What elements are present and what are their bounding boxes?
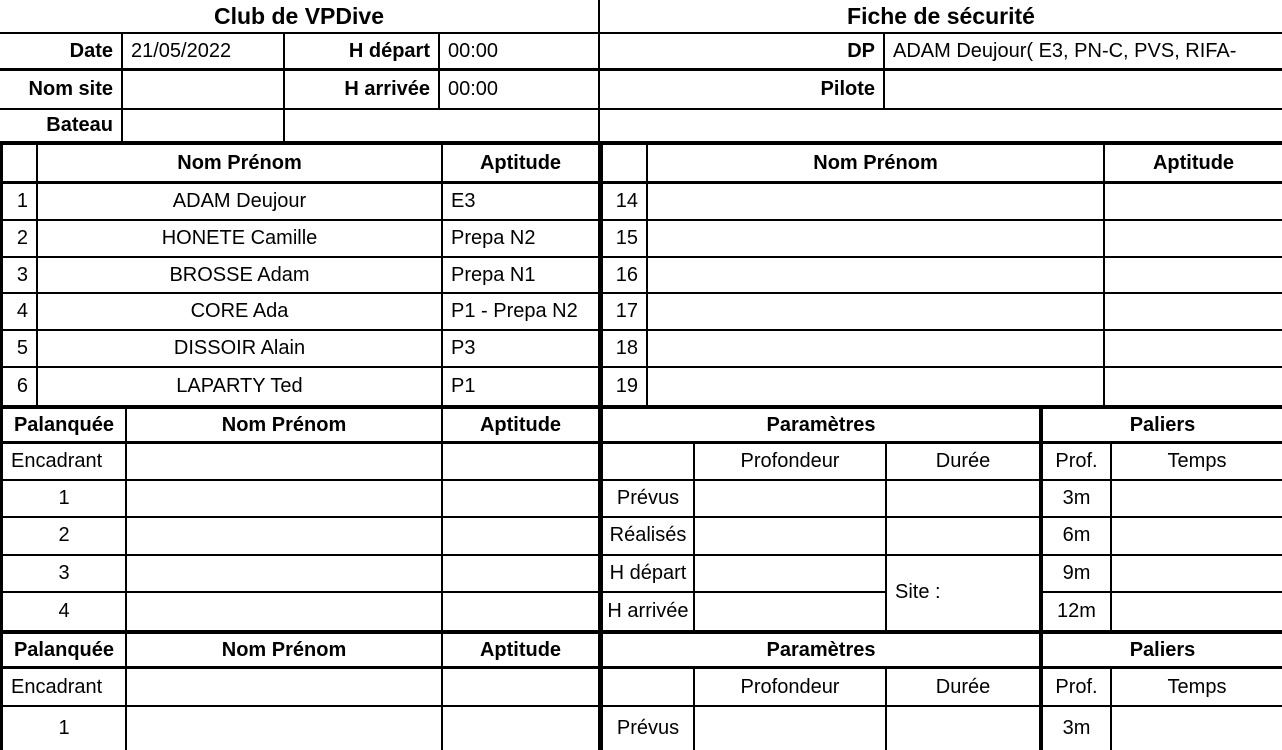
h-depart-label: H départ [285, 34, 440, 71]
roster-name-cell[interactable]: LAPARTY Ted [38, 368, 443, 405]
profondeur-cell[interactable] [695, 556, 887, 593]
roster-name-cell[interactable]: BROSSE Adam [38, 258, 443, 295]
palanquee-aptitude-cell[interactable] [443, 593, 603, 630]
prof-header: Prof. [1043, 669, 1112, 707]
palier-temps-cell[interactable] [1112, 518, 1282, 555]
palanquee-row-label: 3 [3, 556, 127, 593]
parametres-blank-header [603, 444, 695, 481]
roster-aptitude-cell[interactable] [1105, 368, 1282, 405]
palier-depth: 3m [1043, 707, 1112, 750]
roster-aptitude-cell[interactable] [1105, 258, 1282, 295]
palanquee-name-cell[interactable] [127, 669, 443, 707]
palanquee-header: Palanquée [3, 634, 127, 669]
palier-depth: 3m [1043, 481, 1112, 518]
nom-site-label: Nom site [0, 71, 123, 110]
date-value-cell[interactable]: 21/05/2022 [123, 34, 285, 71]
dp-label: DP [600, 34, 885, 71]
palanquee-name-header: Nom Prénom [127, 634, 443, 669]
roster-row-number: 17 [603, 294, 648, 331]
roster-aptitude-header: Aptitude [1105, 145, 1282, 184]
roster-name-cell[interactable] [648, 221, 1105, 258]
palanquee-name-cell[interactable] [127, 593, 443, 630]
palanquee-row-label: 1 [3, 707, 127, 750]
roster-row-number: 16 [603, 258, 648, 295]
roster-aptitude-header: Aptitude [443, 145, 603, 184]
temps-header: Temps [1112, 444, 1282, 481]
roster-corner-cell [603, 145, 648, 184]
palanquee-row-label: Encadrant [3, 669, 127, 707]
pilote-value-cell[interactable] [885, 71, 1282, 110]
roster-aptitude-cell[interactable] [1105, 331, 1282, 368]
duree-cell[interactable] [887, 481, 1043, 518]
h-arrivee-row-label: H arrivée [603, 593, 695, 630]
roster-name-cell[interactable]: ADAM Deujour [38, 184, 443, 221]
pilote-label: Pilote [600, 71, 885, 110]
roster-name-cell[interactable]: CORE Ada [38, 294, 443, 331]
roster-aptitude-cell[interactable]: Prepa N1 [443, 258, 603, 295]
palanquee-name-cell[interactable] [127, 444, 443, 481]
header-block-left [0, 0, 600, 141]
palanquee-aptitude-header: Aptitude [443, 634, 603, 669]
bateau-value-cell[interactable] [123, 110, 285, 141]
roster-aptitude-cell[interactable] [1105, 294, 1282, 331]
duree-cell[interactable] [887, 518, 1043, 555]
roster-row-number: 1 [3, 184, 38, 221]
realises-label: Réalisés [603, 518, 695, 555]
prevus-label: Prévus [603, 481, 695, 518]
palanquee-aptitude-header: Aptitude [443, 409, 603, 444]
roster-aptitude-cell[interactable]: P1 - Prepa N2 [443, 294, 603, 331]
roster-name-cell[interactable]: HONETE Camille [38, 221, 443, 258]
palanquee-row-label: Encadrant [3, 444, 127, 481]
dp-value-cell[interactable]: ADAM Deujour( E3, PN-C, PVS, RIFA- [885, 34, 1282, 71]
palanquee-aptitude-cell[interactable] [443, 669, 603, 707]
roster-aptitude-cell[interactable] [1105, 221, 1282, 258]
palanquee2-table [0, 630, 603, 750]
roster-table-right [603, 141, 1282, 405]
palier-temps-cell[interactable] [1112, 556, 1282, 593]
profondeur-cell[interactable] [695, 481, 887, 518]
temps-header: Temps [1112, 669, 1282, 707]
palanquee-name-cell[interactable] [127, 707, 443, 750]
palanquee-row-label: 4 [3, 593, 127, 630]
h-depart-row-label: H départ [603, 556, 695, 593]
roster-row-number: 18 [603, 331, 648, 368]
header-block-right [600, 0, 1282, 141]
parametres2-table [603, 630, 1282, 750]
site-cell[interactable]: Site : [887, 556, 1043, 630]
palier-depth: 12m [1043, 593, 1112, 630]
palanquee-aptitude-cell[interactable] [443, 556, 603, 593]
profondeur-cell[interactable] [695, 593, 887, 630]
roster-name-cell[interactable]: DISSOIR Alain [38, 331, 443, 368]
paliers-title: Paliers [1043, 409, 1282, 444]
roster-aptitude-cell[interactable]: P3 [443, 331, 603, 368]
roster-aptitude-cell[interactable]: Prepa N2 [443, 221, 603, 258]
roster-row-number: 4 [3, 294, 38, 331]
duree-cell[interactable] [887, 707, 1043, 750]
palier-temps-cell[interactable] [1112, 707, 1282, 750]
palanquee-name-cell[interactable] [127, 556, 443, 593]
h-arrivee-label: H arrivée [285, 71, 440, 110]
roster-row-number: 19 [603, 368, 648, 405]
palanquee-aptitude-cell[interactable] [443, 444, 603, 481]
roster-table-left [0, 141, 603, 405]
palier-depth: 9m [1043, 556, 1112, 593]
palier-depth: 6m [1043, 518, 1112, 555]
profondeur-cell[interactable] [695, 707, 887, 750]
profondeur-header: Profondeur [695, 444, 887, 481]
roster-name-cell[interactable] [648, 184, 1105, 221]
roster-name-cell[interactable] [648, 294, 1105, 331]
roster-row-number: 3 [3, 258, 38, 295]
palanquee-row-label: 1 [3, 481, 127, 518]
profondeur-cell[interactable] [695, 518, 887, 555]
palanquee-name-cell[interactable] [127, 481, 443, 518]
roster-row-number: 6 [3, 368, 38, 405]
prevus-label: Prévus [603, 707, 695, 750]
palanquee-aptitude-cell[interactable] [443, 481, 603, 518]
parametres-title: Paramètres [603, 409, 1043, 444]
bateau-extra-cell[interactable] [285, 110, 600, 141]
roster-name-header: Nom Prénom [38, 145, 443, 184]
duree-header: Durée [887, 444, 1043, 481]
roster-row-number: 15 [603, 221, 648, 258]
blank-area [600, 110, 885, 141]
roster-row-number: 5 [3, 331, 38, 368]
roster-row-number: 14 [603, 184, 648, 221]
parametres-title: Paramètres [603, 634, 1043, 669]
roster-name-cell[interactable] [648, 331, 1105, 368]
roster-row-number: 2 [3, 221, 38, 258]
profondeur-header: Profondeur [695, 669, 887, 707]
roster-aptitude-cell[interactable]: E3 [443, 184, 603, 221]
roster-corner-cell [3, 145, 38, 184]
roster-aptitude-cell[interactable] [1105, 184, 1282, 221]
palanquee-row-label: 2 [3, 518, 127, 555]
palanquee-name-header: Nom Prénom [127, 409, 443, 444]
roster-name-header: Nom Prénom [648, 145, 1105, 184]
parametres-blank-header [603, 669, 695, 707]
sheet-title: Fiche de sécurité [600, 0, 1282, 34]
palanquee-aptitude-cell[interactable] [443, 518, 603, 555]
palier-temps-cell[interactable] [1112, 593, 1282, 630]
date-label: Date [0, 34, 123, 71]
parametres1-table [603, 405, 1282, 630]
palanquee-header: Palanquée [3, 409, 127, 444]
palier-temps-cell[interactable] [1112, 481, 1282, 518]
roster-aptitude-cell[interactable]: P1 [443, 368, 603, 405]
h-depart-value-cell[interactable]: 00:00 [440, 34, 600, 71]
palanquee1-table [0, 405, 603, 630]
roster-name-cell[interactable] [648, 258, 1105, 295]
paliers-title: Paliers [1043, 634, 1282, 669]
bateau-label: Bateau [0, 110, 123, 141]
nom-site-value-cell[interactable] [123, 71, 285, 110]
h-arrivee-value-cell[interactable]: 00:00 [440, 71, 600, 110]
palanquee-aptitude-cell[interactable] [443, 707, 603, 750]
roster-name-cell[interactable] [648, 368, 1105, 405]
club-title: Club de VPDive [0, 0, 600, 34]
palanquee-name-cell[interactable] [127, 518, 443, 555]
prof-header: Prof. [1043, 444, 1112, 481]
blank-area [885, 110, 1282, 141]
duree-header: Durée [887, 669, 1043, 707]
